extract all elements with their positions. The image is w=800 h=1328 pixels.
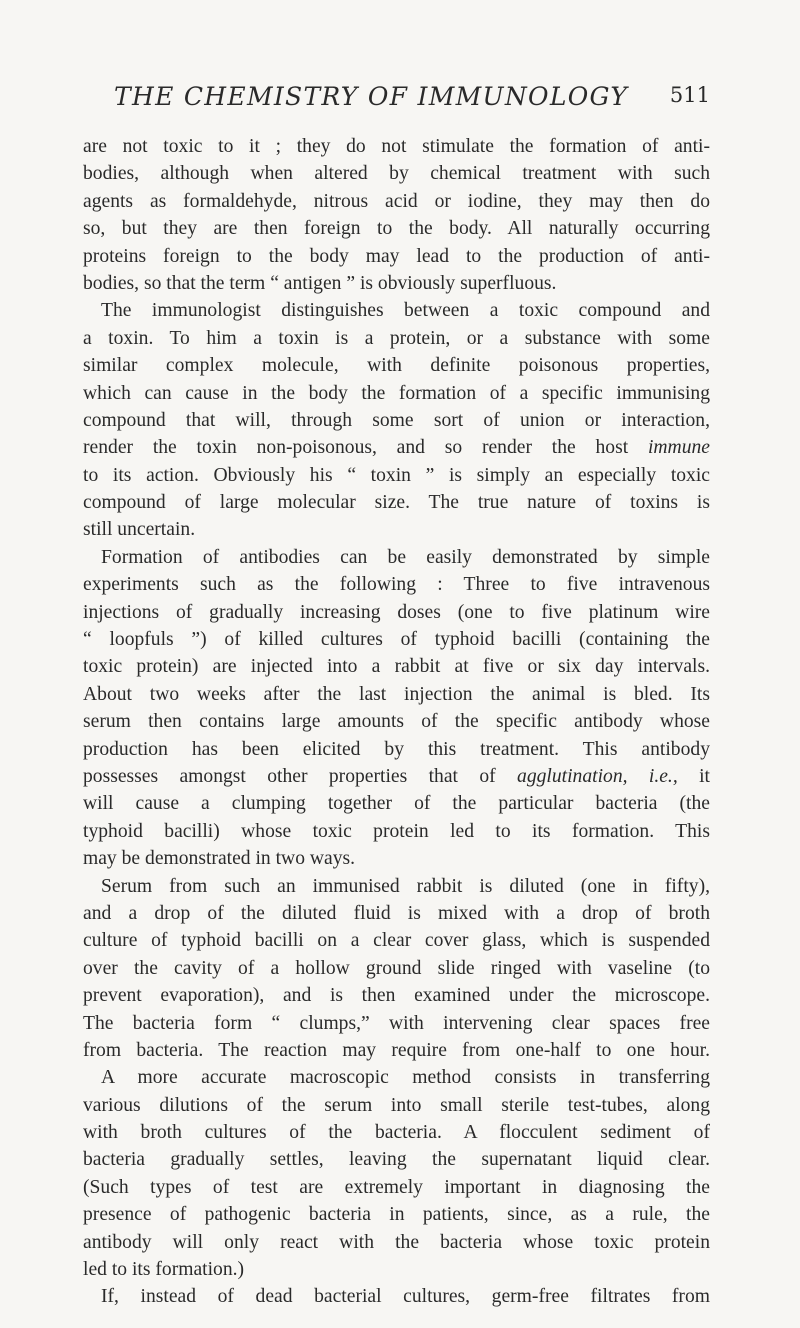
text-line: which can cause in the body the formation of a specific immunising (83, 382, 710, 404)
text-line: Formation of antibodies can be easily demonstrated by simple (101, 546, 710, 568)
text-line: so, but they are then foreign to the body. All naturally occurring (83, 218, 710, 240)
text-line: proteins foreign to the body may lead to the production of anti- (83, 245, 710, 267)
text-line: The bacteria form “ clumps,” with intervening clear spaces free (83, 1012, 710, 1034)
text-line: similar complex molecule, with definite poisonous properties, (83, 355, 710, 377)
text-line: “ loopfuls ”) of killed cultures of typhoid bacilli (containing the (83, 629, 710, 651)
text-line: with broth cultures of the bacteria. A flocculent sediment of (83, 1122, 710, 1144)
text-line: still uncertain. (83, 519, 196, 541)
text-line: bodies, although when altered by chemical treatment with such (83, 163, 710, 185)
text-line (83, 434, 710, 461)
page-header (98, 82, 710, 114)
text-line: experiments such as the following : Three to five intravenous (83, 574, 710, 596)
text-line: compound that will, through some sort of union or interaction, (83, 409, 710, 431)
text-line-segment: possesses amongst other properties that of (83, 765, 518, 787)
text-line: production has been elicited by this treatment. This antibody (83, 738, 710, 760)
text-line: to its action. Obviously his “ toxin ” is simply an especially toxic (83, 464, 710, 486)
running-title: THE CHEMISTRY OF IMMUNOLOGY (114, 82, 629, 111)
text-line: injections of gradually increasing doses (one to five platinum wire (83, 601, 710, 623)
text-line-segment: it (677, 765, 710, 787)
text-line: led to its formation.) (83, 1259, 245, 1281)
text-line: bodies, so that the term “ antigen ” is obviously superfluous. (83, 272, 557, 294)
text-line: are not toxic to it ; they do not stimulate the formation of anti- (83, 136, 710, 157)
text-line: various dilutions of the serum into small sterile test-tubes, along (83, 1094, 710, 1116)
text-line: If, instead of dead bacterial cultures, germ-free filtrates from (101, 1286, 710, 1308)
text-line: presence of pathogenic bacteria in patients, since, as a rule, the (83, 1204, 710, 1226)
emphasized-term: agglutination, i.e., (517, 765, 678, 787)
text-line: About two weeks after the last injection the animal is bled. Its (83, 683, 710, 705)
text-line: and a drop of the diluted fluid is mixed with a drop of broth (83, 902, 710, 924)
text-line: The immunologist distinguishes between a toxic compound and (101, 300, 710, 322)
text-line: from bacteria. The reaction may require from one-half to one hour. (83, 1039, 710, 1061)
text-line-segment: render the toxin non-poisonous, and so render the host (83, 437, 648, 459)
text-line: Serum from such an immunised rabbit is diluted (one in fifty), (101, 875, 710, 897)
text-line: prevent evaporation), and is then examined under the microscope. (83, 985, 710, 1007)
text-line: a toxin. To him a toxin is a protein, or a substance with some (83, 327, 710, 349)
text-line: toxic protein) are injected into a rabbit at five or six day intervals. (83, 656, 710, 678)
text-line: agents as formaldehyde, nitrous acid or iodine, they may then do (83, 190, 710, 212)
text-line: antibody will only react with the bacteria whose toxic protein (83, 1231, 710, 1253)
text-line: serum then contains large amounts of the specific antibody whose (83, 711, 710, 733)
emphasized-term: immune (647, 437, 710, 459)
text-line: over the cavity of a hollow ground slide ringed with vaseline (to (83, 957, 710, 979)
text-line: typhoid bacilli) whose toxic protein led to its formation. This (83, 820, 710, 842)
text-line: culture of typhoid bacilli on a clear cover glass, which is suspended (83, 930, 710, 952)
text-line: will cause a clumping together of the particular bacteria (the (83, 793, 710, 815)
text-line: A more accurate macroscopic method consists in transferring (101, 1067, 710, 1089)
body-text (83, 133, 710, 1311)
text-line: (Such types of test are extremely important in diagnosing the (83, 1176, 710, 1198)
text-line: compound of large molecular size. The true nature of toxins is (83, 492, 710, 514)
text-line: bacteria gradually settles, leaving the supernatant liquid clear. (83, 1149, 710, 1171)
page-number: 511 (669, 83, 710, 107)
text-line (83, 763, 710, 790)
text-line: may be demonstrated in two ways. (83, 848, 356, 870)
